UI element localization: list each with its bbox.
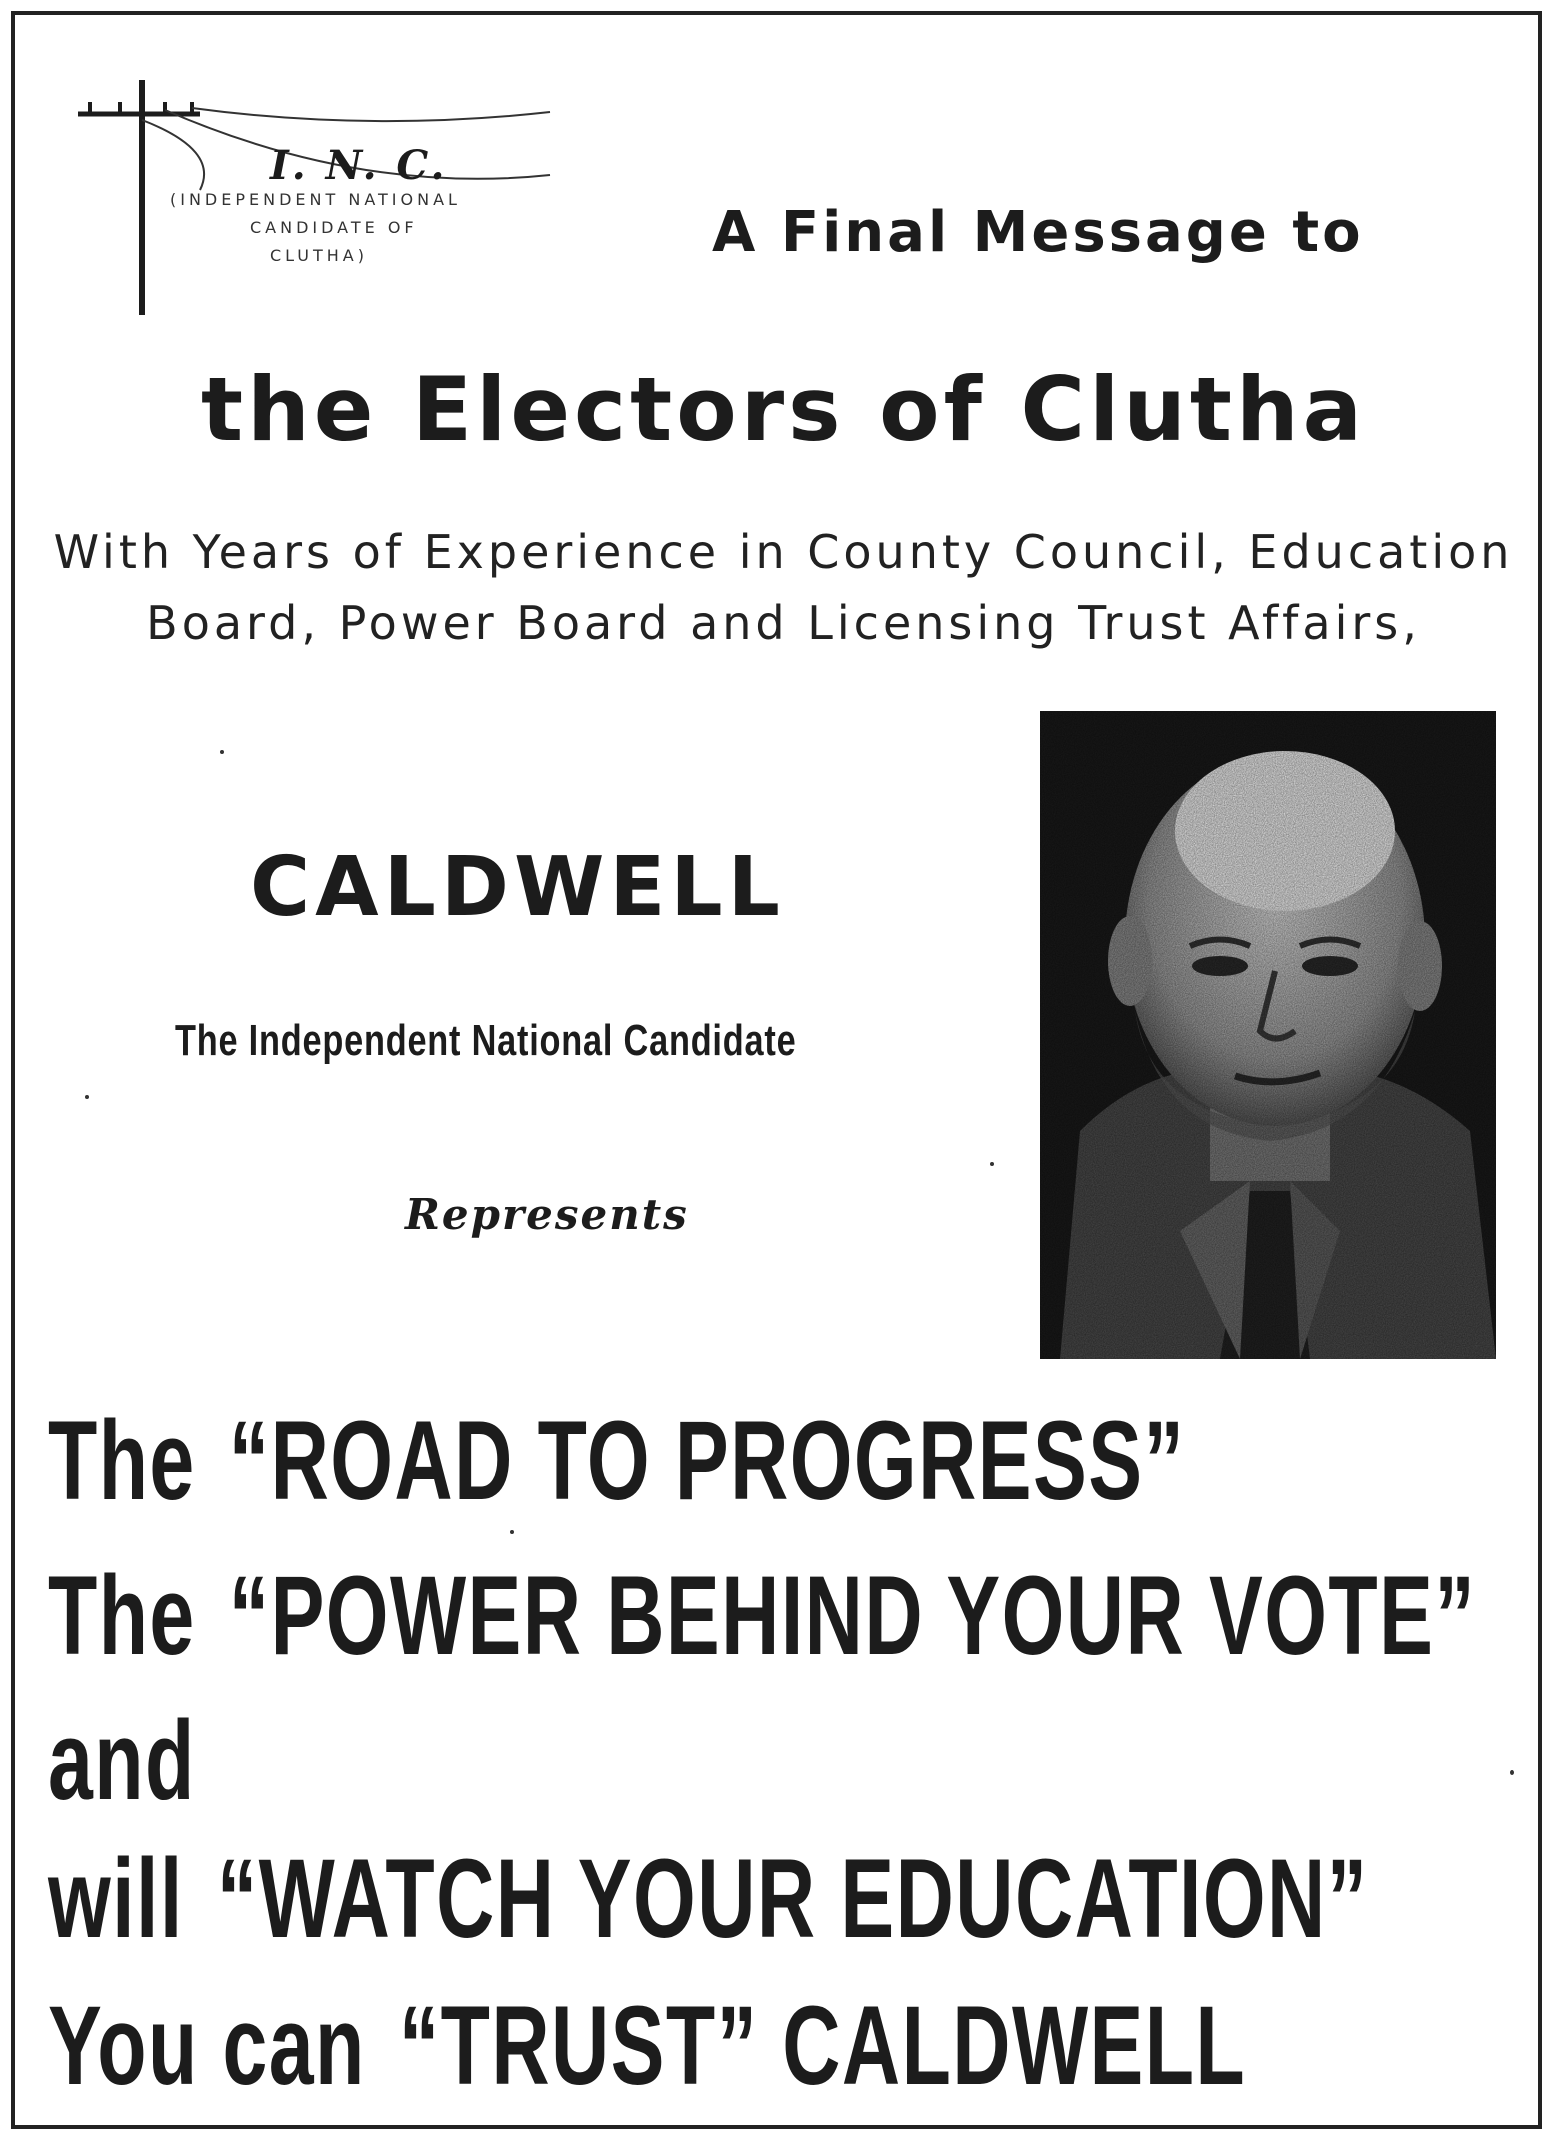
slogan-power-behind-vote [48, 1553, 1477, 1678]
logo-line-2: CANDIDATE OF [250, 218, 418, 237]
experience-line-1: With Years of Experience in County Council, Education [53, 525, 1514, 579]
slogan-text: “TRUST” CALDWELL [398, 1983, 1247, 2108]
slogan-and [48, 1698, 196, 1823]
final-message-heading: A Final Message to [712, 200, 1364, 265]
slogan-road-to-progress [48, 1398, 1186, 1523]
slogan-lead: will [48, 1836, 184, 1961]
experience-line-2: Board, Power Board and Licensing Trust Affairs, [146, 596, 1421, 650]
slogan-text: “ROAD TO PROGRESS” [228, 1398, 1186, 1523]
slogan-text: “POWER BEHIND YOUR VOTE” [228, 1553, 1477, 1678]
represents-label: Represents [405, 1190, 689, 1239]
candidate-portrait-photo [1040, 711, 1496, 1359]
logo-title: I. N. C. [270, 142, 448, 189]
slogan-text: “WATCH YOUR EDUCATION” [216, 1836, 1369, 1961]
slogan-lead: You can [48, 1983, 366, 2108]
candidate-subtitle: The Independent National Candidate [175, 1016, 797, 1065]
slogan-trust-caldwell [48, 1983, 1247, 2108]
print-speck [510, 1530, 514, 1534]
slogan-watch-education [48, 1836, 1369, 1961]
print-speck [1510, 1770, 1514, 1775]
slogan-lead: The [48, 1553, 196, 1678]
logo-line-3: CLUTHA) [270, 246, 368, 265]
electors-heading: the Electors of Clutha [201, 358, 1366, 461]
inc-logo [70, 80, 570, 320]
slogan-lead: The [48, 1398, 196, 1523]
print-speck [990, 1162, 994, 1166]
candidate-name: CALDWELL [250, 840, 785, 935]
print-speck [220, 750, 224, 754]
slogan-lead: and [48, 1698, 196, 1823]
logo-line-1: (INDEPENDENT NATIONAL [170, 190, 461, 209]
print-speck [85, 1095, 89, 1099]
